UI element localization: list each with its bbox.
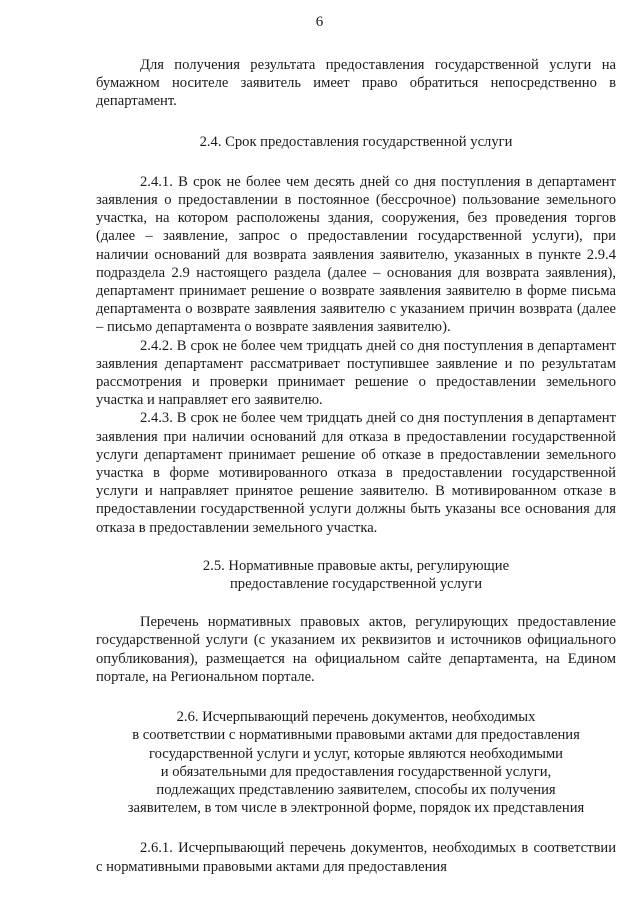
paragraph-2-4-1: 2.4.1. В срок не более чем десять дней со дня поступления в департамент заявления о предоставлении в постоянное (бессрочное) пользование земельного участка, на котором расположены здания, сооружения, без проведения торгов (далее – заявление, запрос о предоставлении государственной услуги), при наличии оснований для возврата заявления заявителю, указанных в пункте 2.9.4 подраздела 2.9 настоящего раздела (далее – основания для возврата заявления), департамент принимает решение о возврате заявления заявителю в форме письма департамента о возврате заявления заявителю с указанием причин возврата (далее – письмо департамента о возврате заявления заявителю). <box>96 173 616 336</box>
section-heading-2-5-line2: предоставление государственной услуги <box>230 576 482 593</box>
section-heading-2-5-line1: 2.5. Нормативные правовые акты, регулирующие <box>202 557 510 574</box>
paragraph-2-5-text: Перечень нормативных правовых актов, регулирующих предоставление государственной услуги (с указанием их реквизитов и источников официального опубликования), размещается на официальном сайте департамента, на Едином портале, на Региональном портале. <box>96 614 616 685</box>
section-heading-2-6-line1: 2.6. Исчерпывающий перечень документов, необходимых <box>176 709 536 726</box>
paragraph-2-6-1: 2.6.1. Исчерпывающий перечень документов, необходимых в соответствии с нормативными правовыми актами для предоставления <box>96 840 616 875</box>
intro-paragraph: Для получения результата предоставления государственной услуги на бумажном носителе заявитель имеет право обратиться непосредственно в департамент. <box>96 57 616 110</box>
section-heading-2-6-line5: подлежащих представлению заявителем, способы их получения <box>156 781 556 798</box>
section-heading-2-6-line3: государственной услуги и услуг, которые являются необходимыми <box>149 745 563 762</box>
document-body <box>96 56 616 876</box>
page-number: 6 <box>315 14 324 30</box>
paragraph-2-4-3: 2.4.3. В срок не более чем тридцать дней со дня поступления в департамент заявления при наличии оснований для отказа в предоставлении государственной услуги департамент принимает решение об отказе в предоставлении земельного участка в форме мотивированного отказа в предоставлении государственной услуги и направляет принятое решение заявителю. В мотивированном отказе в предоставлении государственной услуги должны быть указаны все основания для отказа в предоставлении земельного участка. <box>96 410 616 536</box>
section-heading-2-6-line6: заявителем, в том числе в электронной форме, порядок их представления <box>127 800 585 817</box>
section-heading-2-6-line4: и обязательными для предоставления государственной услуги, <box>160 763 552 780</box>
section-heading-2-6-line2: в соответствии с нормативными правовыми актами для предоставления <box>132 727 580 744</box>
section-heading-2-4: 2.4. Срок предоставления государственной услуги <box>199 133 513 150</box>
paragraph-2-4-2: 2.4.2. В срок не более чем тридцать дней со дня поступления в департамент заявления департамент рассматривает поступившее заявление и по результатам рассмотрения и проверки принимает решение о предоставлении земельного участка и направляет его заявителю. <box>96 337 616 409</box>
